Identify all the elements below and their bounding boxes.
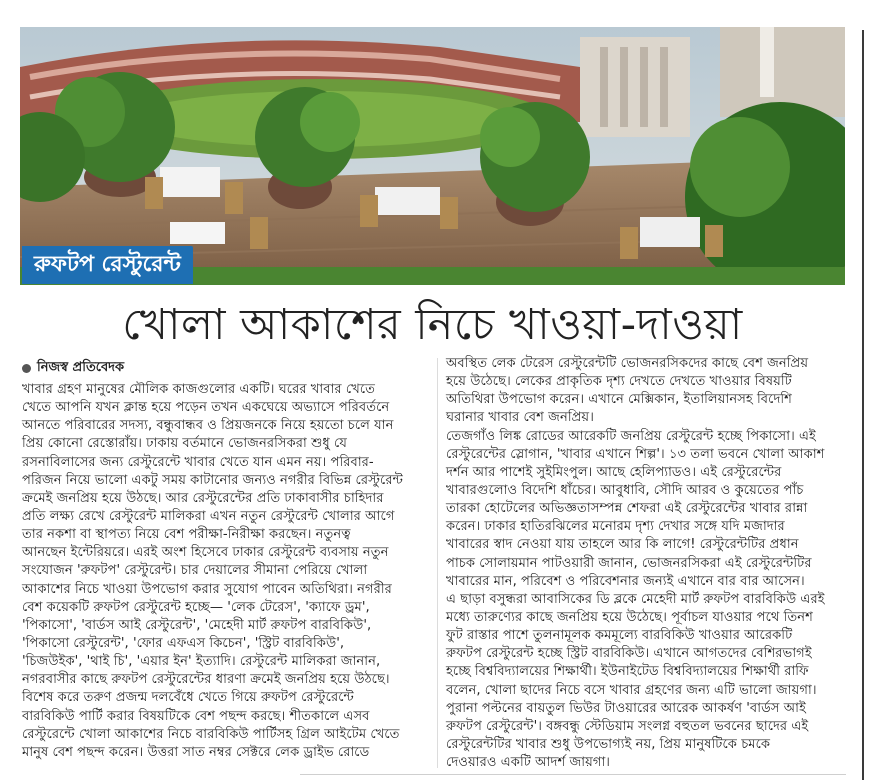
text-line: ফুট রাস্তার পাশে তুলনামূলক কমমূল্যে বারবিকিউ খাওয়ার আরেকটি	[446, 628, 793, 644]
text-line: করেন। ঢাকার হাতিরঝিলের মনোরম দৃশ্য দেখার সঙ্গে যদি মজাদার	[446, 519, 785, 535]
text-line: বলেন, খোলা ছাদের নিচে বসে খাবার গ্রহণের জন্য এটি ভালো জায়গা।	[446, 682, 817, 698]
text-line: খাবারের স্বাদ নেওয়া যায় তাহলে আর কি লাগে! রেস্টুরেন্টটির প্রধান	[446, 537, 799, 553]
bottom-rule	[300, 774, 846, 775]
column-divider	[437, 358, 438, 768]
article-column-left	[22, 381, 432, 762]
text-line: তেজগাঁও লিঙ্ক রোডের আরেকটি জনপ্রিয় রেস্টুরেন্ট হচ্ছে পিকাসো। এই	[446, 428, 816, 444]
text-line: অতিথিরা উপভোগ করেন। এখানে মেক্সিকান, ইতালিয়ানসহ বিদেশি	[446, 392, 792, 408]
text-line: পরিজন নিয়ে ভালো একটু সময় কাটানোর জন্যও নগরীর বিভিন্ন রেস্টুরেন্ট	[22, 472, 403, 488]
text-line: ক্রমেই জনপ্রিয় হয়ে উঠছে। আর রেস্টুরেন্টের প্রতি ঢাকাবাসীর চাহিদার	[22, 490, 384, 506]
text-line: প্রতি লক্ষ্য রেখে রেস্টুরেন্ট মালিকরা এখন নতুন রেস্টুরেন্ট খোলার আগে	[22, 508, 395, 524]
text-line: রেস্টুরেন্টে খোলা আকাশের নিচে বারবিকিউ পার্টিসহ গ্রিল আইটেম খেতে	[22, 726, 400, 742]
text-line: খাবারগুলোও বিদেশি ধাঁচের। আবুধাবি, সৌদি আরব ও কুয়েতের পাঁচ	[446, 482, 804, 498]
text-line: এ ছাড়া বসুন্ধরা আবাসিকের ডি ব্লকে মেহেদী মার্ট রুফটপ বারবিকিউ এরই	[446, 591, 825, 607]
article-column-right	[446, 355, 846, 772]
photo-caption-tag: রুফটপ রেস্টুরেন্ট	[22, 246, 193, 284]
text-line: নগরবাসীর কাছে রুফটপ রেস্টুরেন্টের ধারণা ক্রমেই জনপ্রিয় হয়ে উঠছে।	[22, 672, 390, 688]
text-line: মধ্যে তারুণ্যের কাছে জনপ্রিয় হয়ে উঠেছে। পূর্বাচল যাওয়ার পথে তিনশ	[446, 609, 813, 625]
text-line: আনতে পরিবারের সদস্য, বন্ধুবান্ধব ও প্রিয়জনকে নিয়ে হয়তো চলে যান	[22, 418, 394, 434]
text-line: পাচক সোলায়মান পাটওয়ারী জানান, ভোজনরসিকরা এই রেস্টুরেন্টটির	[446, 555, 812, 571]
text-line: 'পিকাসো', 'বার্ডস আই রেস্টুরেন্ট', 'মেহেদী মার্ট রুফটপ বারবিকিউ',	[22, 617, 372, 633]
text-line: দর্শন আর পাশেই সুইমিংপুল। আছে হেলিপ্যাডও। এই রেস্টুরেন্টের	[446, 464, 782, 480]
text-line: খাবার গ্রহণ মানুষের মৌলিক কাজগুলোর একটি। ঘরের খাবার খেতে	[22, 382, 376, 397]
text-line: হচ্ছে বিশ্ববিদ্যালয়ের শিক্ষার্থী। ইউনাইটেড বিশ্ববিদ্যালয়ের শিক্ষার্থী রাফি	[446, 664, 809, 680]
text-line: তারকা হোটেলের অভিজ্ঞতাসম্পন্ন শেফরা এই রেস্টুরেন্টের খাবার রান্না	[446, 501, 808, 517]
byline: নিজস্ব প্রতিবেদক	[37, 359, 125, 375]
text-line: দেওয়ারও একটি আদর্শ জায়গা।	[446, 755, 611, 771]
text-line: রুফটপ রেস্টুরেন্ট'। বঙ্গবন্ধু স্টেডিয়াম সংলগ্ন বহুতল ভবনের ছাদের এই	[446, 718, 809, 734]
text-line: ঘরানার খাবার বেশ জনপ্রিয়।	[446, 410, 594, 426]
text-line: রসনাবিলাসের জন্য রেস্টুরেন্টে খাবার খেতে যান এমন নয়। পরিবার-	[22, 454, 374, 470]
text-line: হয়ে উঠেছে। লেকের প্রাকৃতিক দৃশ্য দেখতে দেখতে খাওয়ার বিষয়টি	[446, 374, 792, 390]
text-line: আনছেন ইন্টেরিয়রে। এরই অংশ হিসেবে ঢাকার রেস্টুরেন্ট ব্যবসায় নতুন	[22, 545, 389, 561]
text-line: খেতে আপনি যখন ক্লান্ত হয়ে পড়েন তখন একঘেয়ে অভ্যাসে পরিবর্তনে	[22, 400, 390, 416]
text-line: সংযোজন 'রুফটপ' রেস্টুরেন্ট। চার দেয়ালের সীমানা পেরিয়ে খোলা	[22, 563, 368, 579]
page-edge-line	[862, 30, 864, 780]
byline-row	[22, 358, 124, 378]
text-line: 'চিজউইক', 'থাই চি', 'এয়ার ইন' ইত্যাদি। রেস্টুরেন্ট মালিকরা জানান,	[22, 654, 381, 670]
text-line: তার নকশা বা স্থাপত্য নিয়ে বেশ পরীক্ষা-নিরীক্ষা করছেন। নতুনত্ব	[22, 527, 351, 543]
text-line: পুরানা পল্টনের বায়তুল ভিউর টাওয়ারের আরেক আকর্ষণ 'বার্ডস আই	[446, 700, 806, 716]
text-line: প্রিয় কোনো রেস্তোরাঁয়। ঢাকায় বর্তমানে ভোজনরসিকরা শুধু যে	[22, 436, 347, 452]
text-line: বিশেষ করে তরুণ প্রজন্ম দলবেঁধে খেতে গিয়ে রুফটপ রেস্টুরেন্টে	[22, 690, 354, 706]
text-line: রেস্টুরেন্টের স্লোগান, 'খাবার এখানে শিল্প'। ১৩ তলা ভবনে খোলা আকাশ	[446, 446, 825, 462]
text-line: রুফটপ রেস্টুরেন্ট হচ্ছে স্ট্রিট বারবিকিউ। এখানে আগতদের বেশিরভাগই	[446, 646, 812, 662]
text-line: আকাশের নিচে খাওয়া উপভোগ করার সুযোগ পাবেন অতিথিরা। নগরীর	[22, 581, 392, 597]
text-line: বেশ কয়েকটি রুফটপ রেস্টুরেন্ট হচ্ছে— 'লেক টেরেস', 'ক্যাফে ড্রম',	[22, 599, 370, 615]
article-headline: খোলা আকাশের নিচে খাওয়া-দাওয়া	[122, 300, 743, 350]
text-line: 'পিকাসো রেস্টুরেন্ট', 'ফোর এফএস কিচেন', 'স্ট্রিট বারবিকিউ',	[22, 635, 345, 651]
text-line: মানুষ বেশ পছন্দ করেন। উত্তরা সাত নম্বর সেক্টরে লেক ড্রাইভ রোডে	[22, 744, 370, 760]
bullet-dot-icon	[22, 364, 31, 373]
text-line: বারবিকিউ পার্টি করার বিষয়টিকে বেশ পছন্দ করছে। শীতকালে এসব	[22, 708, 370, 724]
text-line: খাবারের মান, পরিবেশ ও পরিবেশনার জন্যই এখানে বার বার আসেন।	[446, 573, 805, 589]
text-line: অবস্থিত লেক টেরেস রেস্টুরেন্টটি ভোজনরসিকদের কাছে বেশ জনপ্রিয়	[446, 356, 809, 371]
text-line: রেস্টুরেন্টটির খাবার শুধু উপভোগ্যই নয়, প্রিয় মানুষটিকে চমকে	[446, 736, 771, 752]
